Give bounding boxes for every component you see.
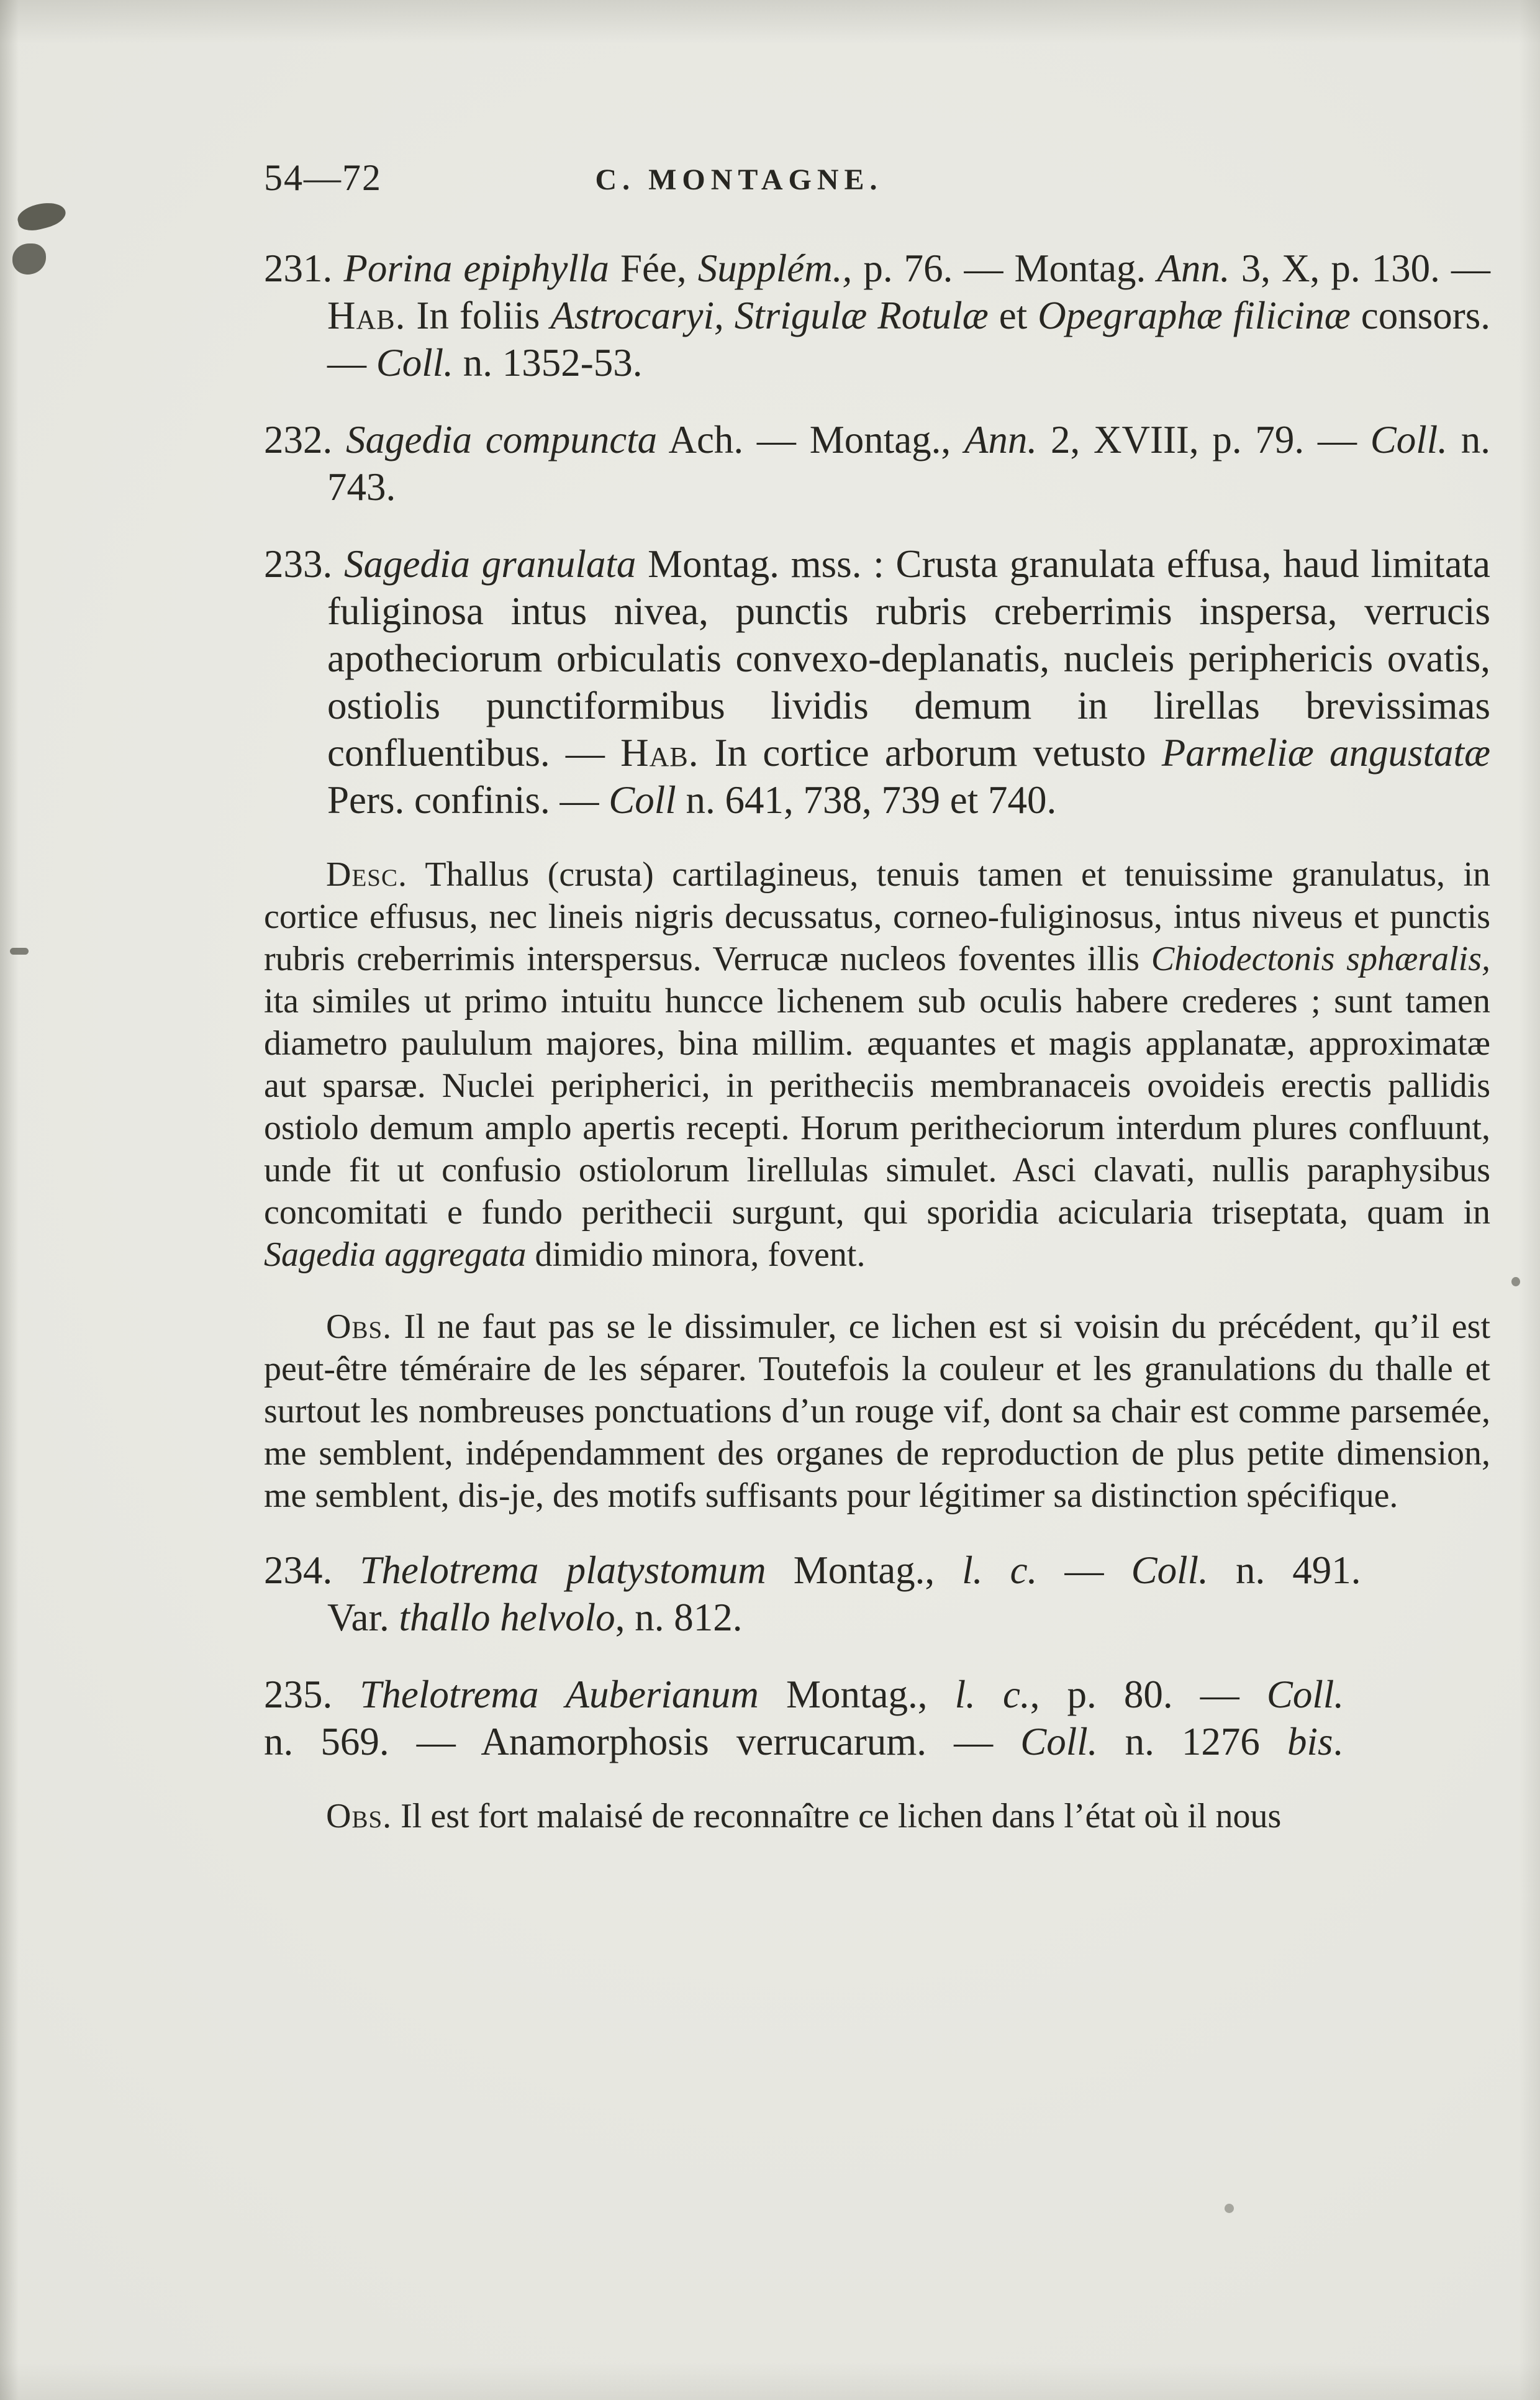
page-content — [264, 157, 1490, 1867]
entry-232-segment: Sagedia compuncta — [346, 418, 658, 461]
description-233-segment: Sagedia aggregata — [264, 1235, 527, 1274]
observation-235-segment: Il est fort malaisé de reconnaître ce lichen dans l’état où il nous — [392, 1797, 1282, 1835]
description-233 — [264, 853, 1490, 1276]
entry-234-segment: l. c. — [962, 1548, 1038, 1592]
entry-233-segment: Pers. confinis. — — [327, 778, 609, 822]
scan-speck-right — [1511, 1277, 1520, 1286]
entry-233 — [264, 540, 1490, 824]
entry-235-segment: Thelotrema Auberianum — [360, 1673, 759, 1716]
observation-235-segment: Obs. — [326, 1797, 392, 1835]
observation-233 — [264, 1306, 1490, 1517]
entry-231-segment: consors. — — [327, 294, 1491, 384]
entry-231-segment: et — [988, 294, 1038, 337]
entry-235-segment: , p. 80. — — [1030, 1673, 1267, 1716]
entry-231-segment: Coll. — [376, 341, 454, 384]
entry-235-segment: 235. — [264, 1673, 360, 1716]
entry-232-segment: Ach. — Montag., — [657, 418, 964, 461]
entry-234-segment: — — [1037, 1548, 1131, 1592]
entry-232 — [264, 416, 1490, 511]
running-title: C. MONTAGNE. — [595, 163, 883, 196]
page-number-range: 54—72 — [264, 157, 382, 198]
entry-234-segment: Thelotrema platystomum — [360, 1548, 766, 1592]
entry-231-segment: Opegraphæ filicinæ — [1038, 294, 1351, 337]
observation-233-segment: Obs. — [326, 1307, 392, 1346]
description-233-segment: ita similes ut primo intuitu huncce lichenem sub oculis habere crederes ; sunt tamen diametro paululum majores, bina millim. æquantes et magis applanatæ, approximatæ aut sparsæ. Nuclei peripherici, in peritheciis membranaceis ovoideis erectis pallidis ostiolo demum amplo apertis recepti. Horum peritheciorum interdum plures confluunt, unde fit ut confusio ostiolorum lirellulas simulet. Asci clavati, nullis paraphysibus concomitati e fundo perithecii surgunt, qui sporidia acicularia triseptata, quam in — [264, 982, 1490, 1232]
entry-233-segment: Sagedia granulata — [344, 542, 636, 586]
entry-233-segment: 233. — [264, 542, 345, 586]
ink-blot-top-left — [15, 198, 68, 234]
entry-231-segment: 231. — [264, 247, 344, 290]
entry-235-segment: Coll. — [1266, 1673, 1344, 1716]
entry-232-segment: 2, XVIII, p. 79. — — [1037, 418, 1370, 461]
entry-235-segment: n. 1276 — [1097, 1720, 1288, 1763]
entry-233-segment: Montag. mss. : Crusta granulata effusa, haud limitata fuliginosa intus nivea, punctis rubris creberrimis inspersa, verrucis apotheciorum orbiculatis convexo-deplanatis, nucleis periphericis ovatis, ostiolis punctiformibus lividis demum in lirellas brevissimas confluentibus. — — [327, 542, 1490, 775]
description-233-segment: Desc. — [326, 855, 407, 894]
entry-234-segment: Montag., — [766, 1548, 962, 1592]
entry-235 — [264, 1671, 1490, 1765]
entry-234-segment: , n. 812. — [615, 1596, 743, 1639]
page-header — [264, 157, 1490, 210]
entry-235-segment: . — [1333, 1720, 1343, 1763]
entry-232-segment: 232. — [264, 418, 346, 461]
entry-231-segment: Astrocaryi, — [550, 294, 724, 337]
scan-speck-bottom — [1225, 2204, 1234, 2213]
entry-231-segment: Ann. — [1157, 247, 1230, 290]
entry-234-segment: n. 491. — [1208, 1548, 1361, 1592]
observation-233-segment: Il ne faut pas se le dissimuler, ce lichen est si voisin du précédent, qu’il est peut-être téméraire de les séparer. Toutefois la couleur et les granulations du thalle et surtout les nombreuses ponctuations d’un rouge vif, dont sa chair est comme parsemée, me semblent, indépendamment des organes de reproduction de plus petite dimension, me semblent, dis-je, des motifs suffisants pour légitimer sa distinction spécifique. — [264, 1307, 1490, 1515]
entry-233-segment: In cortice arborum vetusto — [699, 731, 1162, 775]
scan-speck-left — [10, 948, 29, 955]
entry-233-segment: n. 641, 738, 739 et 740. — [676, 778, 1057, 822]
entry-231-segment: Fée, — [609, 247, 698, 290]
observation-235 — [264, 1795, 1490, 1837]
entry-235-segment: l. c. — [954, 1673, 1030, 1716]
entry-231-segment: p. 76. — Montag. — [852, 247, 1157, 290]
entry-231-segment: 3, X, p. 130. — — [1230, 247, 1491, 290]
ink-blot-left-edge — [12, 243, 46, 275]
entry-231-segment: n. 1352-53. — [453, 341, 643, 384]
text-block — [264, 245, 1490, 1837]
entry-232-segment: n. 743. — [327, 418, 1491, 509]
entry-234-segment: thallo helvolo — [399, 1596, 615, 1639]
entry-234-segment: 234. — [264, 1548, 360, 1592]
entry-233-segment: Coll — [609, 778, 676, 822]
entry-231 — [264, 245, 1490, 386]
entry-235-segment: Coll. — [1020, 1720, 1098, 1763]
entry-231-segment: Porina epiphylla — [343, 247, 609, 290]
description-233-segment: dimidio minora, fovent. — [526, 1235, 866, 1274]
description-233-segment: Thallus (crusta) cartilagineus, tenuis tamen et tenuissime granulatus, in cortice effusus, nec lineis nigris decussatus, corneo-fuliginosus, intus niveus et punctis rubris creberrimis interspersus. Verrucæ nucleos foventes illis — [264, 855, 1490, 978]
entry-231-segment: In foliis — [405, 294, 551, 337]
entry-232-segment: Coll. — [1370, 418, 1447, 461]
entry-233-segment: Hab. — [620, 731, 699, 775]
entry-231-segment — [724, 294, 735, 337]
entry-235-segment: bis — [1287, 1720, 1333, 1763]
entry-235-segment: n. 569. — Anamorphosis verrucarum. — — [264, 1720, 1021, 1763]
entry-234-segment: Var. — [327, 1596, 399, 1639]
description-233-segment: Chiodectonis sphæralis, — [1151, 940, 1490, 978]
entry-234 — [264, 1547, 1490, 1641]
entry-232-segment: Ann. — [964, 418, 1038, 461]
entry-235-segment: Montag., — [758, 1673, 955, 1716]
entry-231-segment: Strigulæ Rotulæ — [734, 294, 989, 337]
entry-233-segment: Parmeliæ angustatæ — [1161, 731, 1491, 775]
entry-234-segment: Coll. — [1131, 1548, 1208, 1592]
entry-231-segment: Supplém., — [697, 247, 853, 290]
entry-231-segment: Hab. — [327, 294, 406, 337]
